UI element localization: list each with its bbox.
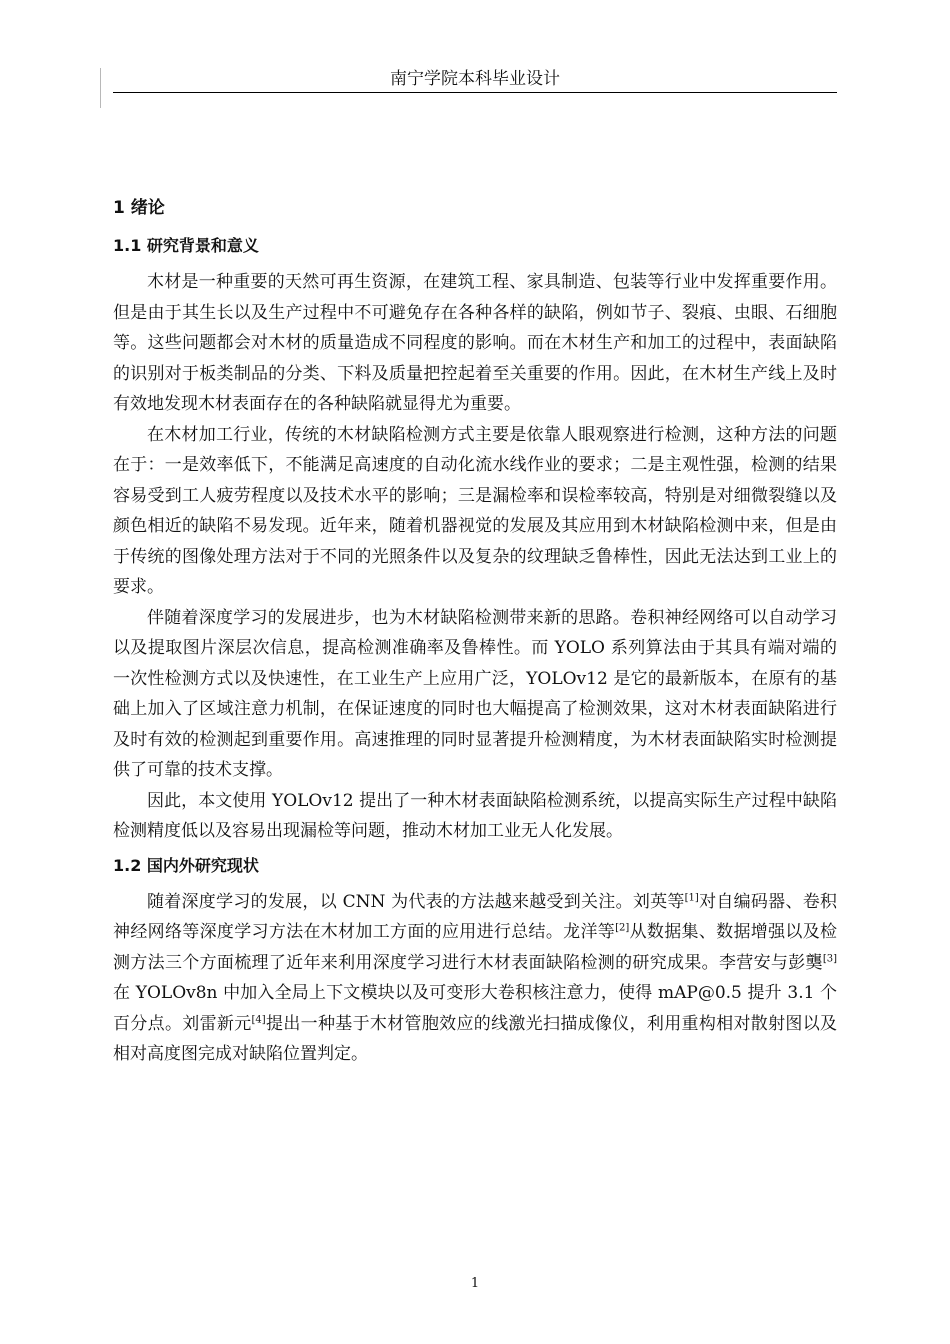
page-number: 1	[470, 1276, 480, 1291]
paragraph: 在木材加工行业，传统的木材缺陷检测方式主要是依靠人眼观察进行检测，这种方法的问题在于：一是效率低下，不能满足高速度的自动化流水线作业的要求；二是主观性强，检测的结果容易受到工人疲劳程度以及技术水平的影响；三是漏检率和误检率较高，特别是对细微裂缝以及颜色相近的缺陷不易发现。近年来，随着机器视觉的发展及其应用到木材缺陷检测中来，但是由于传统的图像处理方法对于不同的光照条件以及复杂的纹理缺乏鲁棒性，因此无法达到工业上的要求。	[113, 424, 837, 597]
citation-4: [4]	[251, 1013, 266, 1025]
section-heading-1-2: 1.2 国内外研究现状	[113, 855, 259, 875]
text-run: 对自编码器、卷积神经网络等深度学习方法在木材加工方面的应用进行总结。龙洋等	[113, 891, 837, 942]
paragraph: 伴随着深度学习的发展进步，也为木材缺陷检测带来新的思路。卷积神经网络可以自动学习以及提取图片深层次信息，提高检测准确率及鲁棒性。而 YOLO 系列算法由于其具有端对端的一次性检测方式以及快速性，在工业生产上应用广泛，YOLOv12 是它的最新版本，在原有的基础上加入了区域注意力机制，在保证速度的同时也大幅提高了检测效果，这对木材表面缺陷进行及时有效的检测起到重要作用。高速推理的同时显著提升检测精度，为木材表面缺陷实时检测提供了可靠的技术支撑。	[113, 607, 837, 780]
paragraph-with-citations	[113, 887, 837, 1070]
text-run: 随着深度学习的发展，以 CNN 为代表的方法越来越受到关注。刘英等	[147, 891, 685, 912]
page-body	[113, 193, 837, 1070]
paragraph: 因此，本文使用 YOLOv12 提出了一种木材表面缺陷检测系统，以提高实际生产过程中缺陷检测精度低以及容易出现漏检等问题，推动木材加工业无人化发展。	[113, 790, 837, 841]
text-run: 从数据集、数据增强以及检测方法三个方面梳理了近年来利用深度学习进行木材表面缺陷检测的研究成果。李营安与彭龑	[113, 922, 838, 973]
section-heading-1-1: 1.1 研究背景和意义	[113, 236, 259, 255]
chapter-heading: 1 绪论	[113, 198, 165, 218]
crop-mark-left	[100, 68, 101, 108]
page-header	[113, 68, 837, 93]
header-title: 南宁学院本科毕业设计	[390, 69, 560, 89]
citation-1: [1]	[684, 891, 699, 903]
citation-2: [2]	[615, 922, 630, 934]
text-run: 提出一种基于木材管胞效应的线激光扫描成像仪，利用重构相对散射图以及相对高度图完成对缺陷位置判定。	[113, 1013, 838, 1064]
text-run: 在 YOLOv8n 中加入全局上下文模块以及可变形大卷积核注意力，使得 mAP@0.5 提升 3.1 个百分点。刘雷新元	[113, 983, 837, 1034]
paragraph: 木材是一种重要的天然可再生资源，在建筑工程、家具制造、包装等行业中发挥重要作用。但是由于其生长以及生产过程中不可避免存在各种各样的缺陷，例如节子、裂痕、虫眼、石细胞等。这些问题都会对木材的质量造成不同程度的影响。而在木材生产和加工的过程中，表面缺陷的识别对于板类制品的分类、下料及质量把控起着至关重要的作用。因此，在木材生产线上及时有效地发现木材表面存在的各种缺陷就显得尤为重要。	[113, 272, 837, 414]
citation-3: [3]	[822, 952, 837, 964]
